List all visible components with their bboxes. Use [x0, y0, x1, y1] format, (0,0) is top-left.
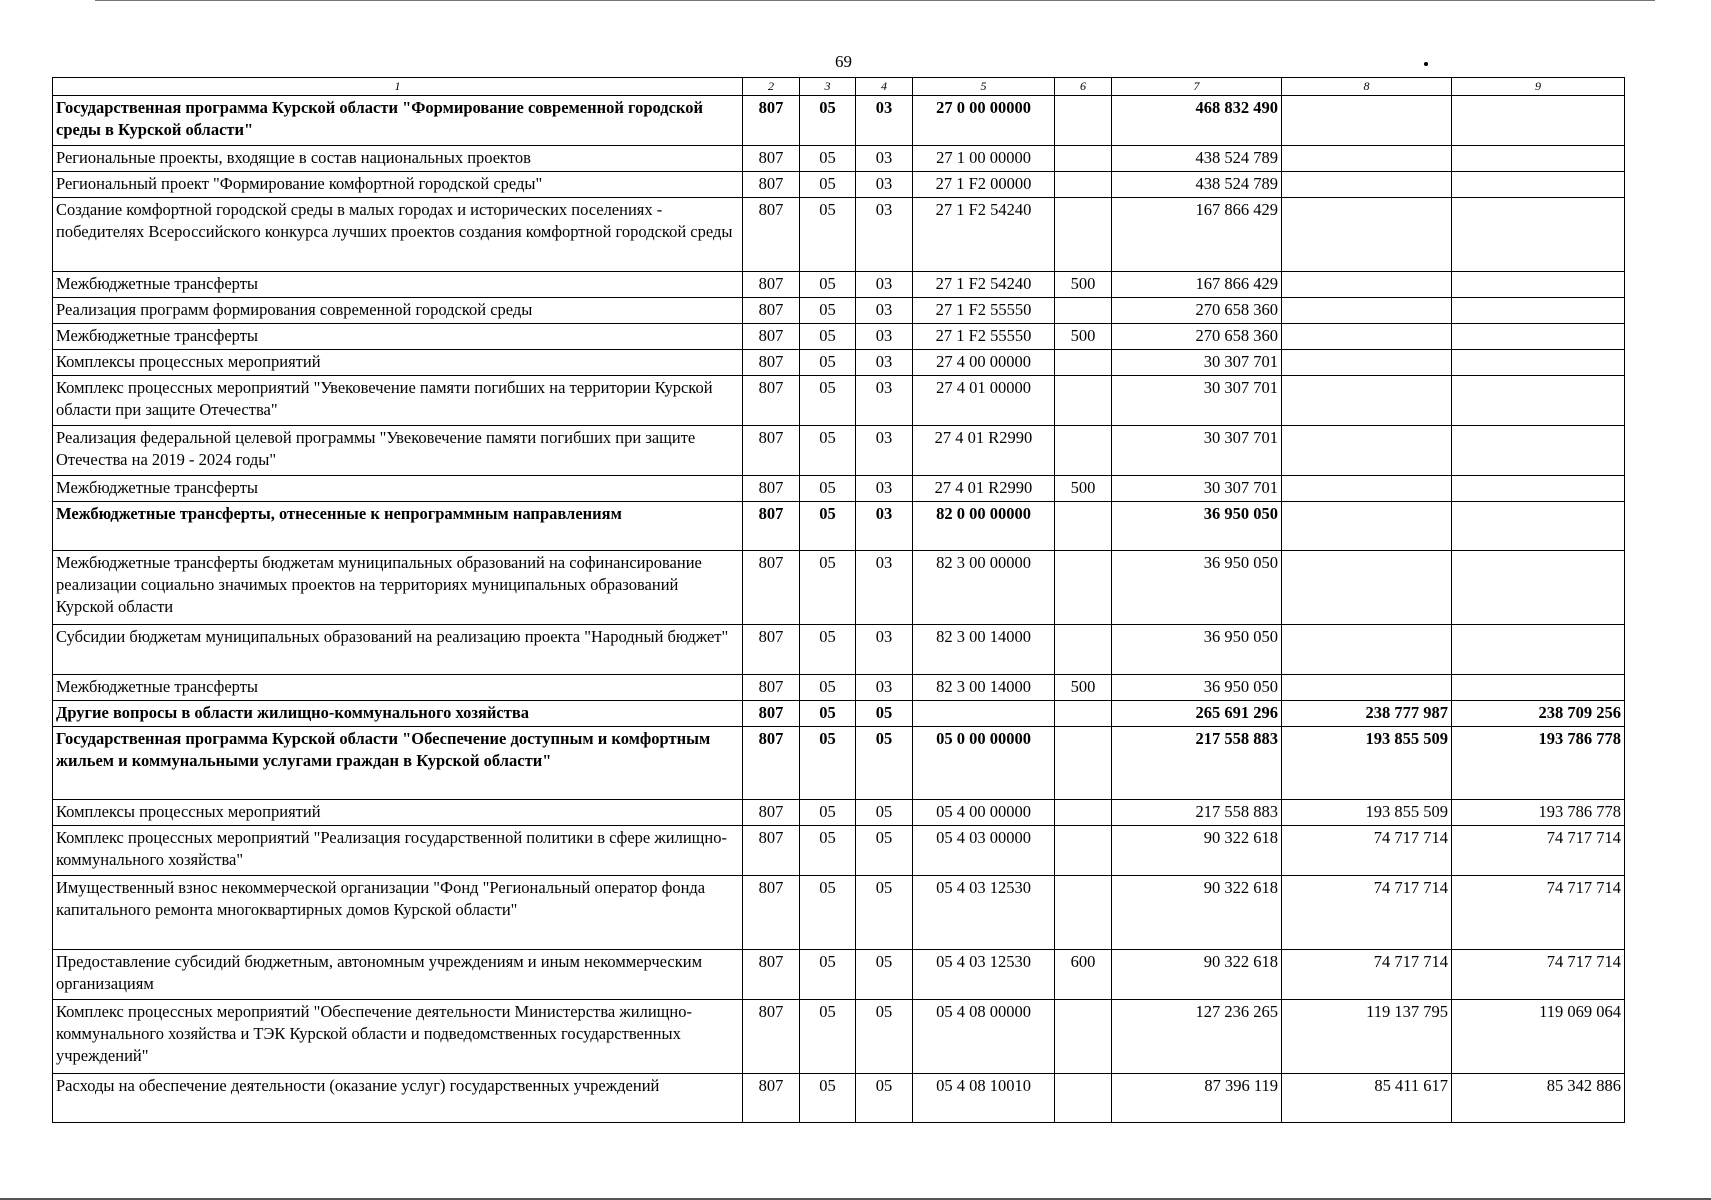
ministry-code: 807: [743, 298, 800, 324]
expense-type-code: [1055, 198, 1112, 272]
table-row: [53, 502, 1625, 551]
amount-col-7: 30 307 701: [1112, 426, 1282, 476]
amount-col-8: 238 777 987: [1282, 701, 1452, 727]
target-article-code: 05 4 08 00000: [913, 1000, 1055, 1074]
amount-col-7: 167 866 429: [1112, 198, 1282, 272]
row-title: Другие вопросы в области жилищно-коммунального хозяйства: [53, 701, 743, 727]
section-code: 05: [800, 551, 856, 625]
expense-type-code: [1055, 172, 1112, 198]
table-row: [53, 950, 1625, 1000]
table-row: [53, 876, 1625, 950]
amount-col-9: 74 717 714: [1452, 876, 1625, 950]
column-header-8: 8: [1282, 78, 1452, 96]
amount-col-7: 270 658 360: [1112, 298, 1282, 324]
amount-col-7: 217 558 883: [1112, 727, 1282, 800]
amount-col-9: [1452, 272, 1625, 298]
table-row: [53, 172, 1625, 198]
table-row: [53, 350, 1625, 376]
column-header-1: 1: [53, 78, 743, 96]
amount-col-9: [1452, 376, 1625, 426]
expense-type-code: 500: [1055, 324, 1112, 350]
ministry-code: 807: [743, 476, 800, 502]
target-article-code: 82 3 00 14000: [913, 625, 1055, 675]
ministry-code: 807: [743, 701, 800, 727]
table-row: [53, 826, 1625, 876]
amount-col-9: [1452, 298, 1625, 324]
subsection-code: 03: [856, 502, 913, 551]
expense-type-code: [1055, 701, 1112, 727]
amount-col-8: [1282, 625, 1452, 675]
ministry-code: 807: [743, 675, 800, 701]
section-code: 05: [800, 146, 856, 172]
amount-col-7: 438 524 789: [1112, 172, 1282, 198]
section-code: 05: [800, 272, 856, 298]
amount-col-8: [1282, 502, 1452, 551]
column-number-header-row: [53, 78, 1625, 96]
scan-edge-top: [95, 0, 1655, 1]
table-row: [53, 625, 1625, 675]
amount-col-7: 468 832 490: [1112, 96, 1282, 146]
expense-type-code: 500: [1055, 476, 1112, 502]
row-title: Субсидии бюджетам муниципальных образований на реализацию проекта "Народный бюджет": [53, 625, 743, 675]
expense-type-code: [1055, 1000, 1112, 1074]
section-code: 05: [800, 1074, 856, 1123]
amount-col-9: 74 717 714: [1452, 950, 1625, 1000]
subsection-code: 05: [856, 701, 913, 727]
row-title: Комплексы процессных мероприятий: [53, 800, 743, 826]
section-code: 05: [800, 198, 856, 272]
section-code: 05: [800, 727, 856, 800]
amount-col-7: 87 396 119: [1112, 1074, 1282, 1123]
table-row: [53, 426, 1625, 476]
expense-type-code: 500: [1055, 675, 1112, 701]
expense-type-code: [1055, 426, 1112, 476]
table-row: [53, 96, 1625, 146]
amount-col-9: [1452, 625, 1625, 675]
budget-table: [52, 77, 1625, 1123]
row-title: Расходы на обеспечение деятельности (оказание услуг) государственных учреждений: [53, 1074, 743, 1123]
ministry-code: 807: [743, 146, 800, 172]
amount-col-8: 74 717 714: [1282, 950, 1452, 1000]
ministry-code: 807: [743, 826, 800, 876]
table-row: [53, 727, 1625, 800]
row-title: Комплекс процессных мероприятий "Увековечение памяти погибших на территории Курской области при защите Отечества": [53, 376, 743, 426]
row-title: Реализация программ формирования современной городской среды: [53, 298, 743, 324]
amount-col-9: [1452, 96, 1625, 146]
target-article-code: 27 1 F2 55550: [913, 324, 1055, 350]
expense-type-code: [1055, 551, 1112, 625]
row-title: Государственная программа Курской области "Формирование современной городской среды в Курской области": [53, 96, 743, 146]
amount-col-7: 90 322 618: [1112, 826, 1282, 876]
amount-col-9: [1452, 502, 1625, 551]
amount-col-8: 193 855 509: [1282, 800, 1452, 826]
row-title: Комплекс процессных мероприятий "Обеспечение деятельности Министерства жилищно-коммунального хозяйства и ТЭК Курской области и подведомственных государственных учреждений": [53, 1000, 743, 1074]
amount-col-7: 265 691 296: [1112, 701, 1282, 727]
section-code: 05: [800, 701, 856, 727]
expense-type-code: 600: [1055, 950, 1112, 1000]
target-article-code: 27 1 F2 54240: [913, 272, 1055, 298]
expense-type-code: [1055, 800, 1112, 826]
amount-col-9: [1452, 172, 1625, 198]
target-article-code: 27 4 01 R2990: [913, 476, 1055, 502]
amount-col-7: 36 950 050: [1112, 502, 1282, 551]
expense-type-code: [1055, 1074, 1112, 1123]
target-article-code: 05 4 03 12530: [913, 950, 1055, 1000]
row-title: Межбюджетные трансферты, отнесенные к непрограммным направлениям: [53, 502, 743, 551]
column-header-4: 4: [856, 78, 913, 96]
expense-type-code: [1055, 96, 1112, 146]
target-article-code: 27 4 00 00000: [913, 350, 1055, 376]
amount-col-8: [1282, 376, 1452, 426]
amount-col-9: [1452, 198, 1625, 272]
ministry-code: 807: [743, 625, 800, 675]
ministry-code: 807: [743, 198, 800, 272]
table-row: [53, 800, 1625, 826]
column-header-7: 7: [1112, 78, 1282, 96]
section-code: 05: [800, 96, 856, 146]
column-header-3: 3: [800, 78, 856, 96]
ministry-code: 807: [743, 800, 800, 826]
page-number: [0, 52, 1711, 72]
amount-col-8: [1282, 476, 1452, 502]
amount-col-8: [1282, 96, 1452, 146]
target-article-code: 82 3 00 00000: [913, 551, 1055, 625]
amount-col-8: [1282, 324, 1452, 350]
subsection-code: 03: [856, 96, 913, 146]
target-article-code: 05 4 03 12530: [913, 876, 1055, 950]
amount-col-8: [1282, 426, 1452, 476]
subsection-code: 05: [856, 800, 913, 826]
amount-col-8: [1282, 272, 1452, 298]
column-header-9: 9: [1452, 78, 1625, 96]
amount-col-7: 30 307 701: [1112, 350, 1282, 376]
expense-type-code: 500: [1055, 272, 1112, 298]
section-code: 05: [800, 376, 856, 426]
subsection-code: 05: [856, 727, 913, 800]
column-header-2: 2: [743, 78, 800, 96]
table-row: [53, 272, 1625, 298]
row-title: Межбюджетные трансферты: [53, 272, 743, 298]
amount-col-8: 193 855 509: [1282, 727, 1452, 800]
expense-type-code: [1055, 876, 1112, 950]
amount-col-7: 36 950 050: [1112, 551, 1282, 625]
row-title: Комплекс процессных мероприятий "Реализация государственной политики в сфере жилищно-коммунального хозяйства": [53, 826, 743, 876]
amount-col-9: 74 717 714: [1452, 826, 1625, 876]
ministry-code: 807: [743, 1000, 800, 1074]
amount-col-8: [1282, 675, 1452, 701]
subsection-code: 03: [856, 350, 913, 376]
expense-type-code: [1055, 826, 1112, 876]
section-code: 05: [800, 172, 856, 198]
table-row: [53, 1000, 1625, 1074]
target-article-code: 82 0 00 00000: [913, 502, 1055, 551]
column-header-5: 5: [913, 78, 1055, 96]
amount-col-9: [1452, 426, 1625, 476]
amount-col-7: 36 950 050: [1112, 675, 1282, 701]
target-article-code: 27 1 F2 00000: [913, 172, 1055, 198]
section-code: 05: [800, 675, 856, 701]
amount-col-9: 193 786 778: [1452, 727, 1625, 800]
row-title: Межбюджетные трансферты бюджетам муниципальных образований на софинансирование реализации социально значимых проектов на территориях муниципальных образований Курской области: [53, 551, 743, 625]
amount-col-7: 217 558 883: [1112, 800, 1282, 826]
target-article-code: 05 4 00 00000: [913, 800, 1055, 826]
expense-type-code: [1055, 625, 1112, 675]
target-article-code: 05 0 00 00000: [913, 727, 1055, 800]
amount-col-7: 30 307 701: [1112, 376, 1282, 426]
row-title: Предоставление субсидий бюджетным, автономным учреждениям и иным некоммерческим организациям: [53, 950, 743, 1000]
target-article-code: 05 4 03 00000: [913, 826, 1055, 876]
amount-col-9: 119 069 064: [1452, 1000, 1625, 1074]
amount-col-9: [1452, 675, 1625, 701]
subsection-code: 03: [856, 198, 913, 272]
amount-col-8: 74 717 714: [1282, 826, 1452, 876]
row-title: Региональные проекты, входящие в состав национальных проектов: [53, 146, 743, 172]
expense-type-code: [1055, 376, 1112, 426]
amount-col-9: [1452, 551, 1625, 625]
amount-col-7: 90 322 618: [1112, 950, 1282, 1000]
table-row: [53, 1074, 1625, 1123]
target-article-code: 27 0 00 00000: [913, 96, 1055, 146]
ministry-code: 807: [743, 727, 800, 800]
subsection-code: 03: [856, 272, 913, 298]
ministry-code: 807: [743, 376, 800, 426]
row-title: Комплексы процессных мероприятий: [53, 350, 743, 376]
expense-type-code: [1055, 146, 1112, 172]
row-title: Межбюджетные трансферты: [53, 675, 743, 701]
subsection-code: 05: [856, 950, 913, 1000]
amount-col-8: [1282, 551, 1452, 625]
ministry-code: 807: [743, 551, 800, 625]
amount-col-9: [1452, 146, 1625, 172]
expense-type-code: [1055, 298, 1112, 324]
subsection-code: 05: [856, 826, 913, 876]
amount-col-9: [1452, 476, 1625, 502]
table-row: [53, 476, 1625, 502]
expense-type-code: [1055, 502, 1112, 551]
subsection-code: 03: [856, 172, 913, 198]
column-header-6: 6: [1055, 78, 1112, 96]
table-row: [53, 551, 1625, 625]
subsection-code: 03: [856, 146, 913, 172]
section-code: 05: [800, 800, 856, 826]
amount-col-9: 238 709 256: [1452, 701, 1625, 727]
table-row: [53, 146, 1625, 172]
amount-col-9: [1452, 350, 1625, 376]
section-code: 05: [800, 950, 856, 1000]
amount-col-7: 30 307 701: [1112, 476, 1282, 502]
section-code: 05: [800, 426, 856, 476]
target-article-code: [913, 701, 1055, 727]
row-title: Региональный проект "Формирование комфортной городской среды": [53, 172, 743, 198]
ministry-code: 807: [743, 426, 800, 476]
target-article-code: 27 4 01 R2990: [913, 426, 1055, 476]
target-article-code: 27 1 F2 54240: [913, 198, 1055, 272]
amount-col-7: 127 236 265: [1112, 1000, 1282, 1074]
subsection-code: 05: [856, 876, 913, 950]
amount-col-8: [1282, 298, 1452, 324]
ministry-code: 807: [743, 96, 800, 146]
ministry-code: 807: [743, 876, 800, 950]
target-article-code: 82 3 00 14000: [913, 675, 1055, 701]
subsection-code: 03: [856, 426, 913, 476]
amount-col-8: [1282, 198, 1452, 272]
target-article-code: 27 1 00 00000: [913, 146, 1055, 172]
subsection-code: 05: [856, 1000, 913, 1074]
subsection-code: 03: [856, 298, 913, 324]
row-title: Государственная программа Курской области "Обеспечение доступным и комфортным жильем и коммунальными услугами граждан в Курской области": [53, 727, 743, 800]
amount-col-9: [1452, 324, 1625, 350]
amount-col-9: 193 786 778: [1452, 800, 1625, 826]
ministry-code: 807: [743, 350, 800, 376]
row-title: Межбюджетные трансферты: [53, 476, 743, 502]
amount-col-7: 270 658 360: [1112, 324, 1282, 350]
ministry-code: 807: [743, 950, 800, 1000]
section-code: 05: [800, 298, 856, 324]
amount-col-8: [1282, 350, 1452, 376]
subsection-code: 03: [856, 551, 913, 625]
table-row: [53, 701, 1625, 727]
section-code: 05: [800, 476, 856, 502]
table-row: [53, 324, 1625, 350]
expense-type-code: [1055, 727, 1112, 800]
row-title: Имущественный взнос некоммерческой организации "Фонд "Региональный оператор фонда капитального ремонта многоквартирных домов Курской области": [53, 876, 743, 950]
amount-col-8: [1282, 146, 1452, 172]
amount-col-8: [1282, 172, 1452, 198]
table-row: [53, 376, 1625, 426]
amount-col-8: 119 137 795: [1282, 1000, 1452, 1074]
section-code: 05: [800, 826, 856, 876]
ministry-code: 807: [743, 502, 800, 551]
section-code: 05: [800, 625, 856, 675]
table-row: [53, 298, 1625, 324]
amount-col-8: 85 411 617: [1282, 1074, 1452, 1123]
target-article-code: 27 1 F2 55550: [913, 298, 1055, 324]
subsection-code: 03: [856, 625, 913, 675]
section-code: 05: [800, 350, 856, 376]
amount-col-7: 438 524 789: [1112, 146, 1282, 172]
subsection-code: 03: [856, 675, 913, 701]
ministry-code: 807: [743, 324, 800, 350]
section-code: 05: [800, 324, 856, 350]
amount-col-7: 90 322 618: [1112, 876, 1282, 950]
target-article-code: 27 4 01 00000: [913, 376, 1055, 426]
expense-type-code: [1055, 350, 1112, 376]
row-title: Реализация федеральной целевой программы "Увековечение памяти погибших при защите Отечества на 2019 - 2024 годы": [53, 426, 743, 476]
row-title: Создание комфортной городской среды в малых городах и исторических поселениях - победителях Всероссийского конкурса лучших проектов создания комфортной городской среды: [53, 198, 743, 272]
row-title: Межбюджетные трансферты: [53, 324, 743, 350]
amount-col-9: 85 342 886: [1452, 1074, 1625, 1123]
amount-col-7: 36 950 050: [1112, 625, 1282, 675]
amount-col-7: 167 866 429: [1112, 272, 1282, 298]
subsection-code: 03: [856, 324, 913, 350]
ministry-code: 807: [743, 272, 800, 298]
amount-col-8: 74 717 714: [1282, 876, 1452, 950]
subsection-code: 03: [856, 376, 913, 426]
section-code: 05: [800, 876, 856, 950]
ministry-code: 807: [743, 172, 800, 198]
target-article-code: 05 4 08 10010: [913, 1074, 1055, 1123]
budget-table-body: [53, 78, 1625, 1123]
scan-speck: [1424, 62, 1428, 66]
page-number-text: 69: [835, 52, 852, 71]
section-code: 05: [800, 1000, 856, 1074]
subsection-code: 05: [856, 1074, 913, 1123]
ministry-code: 807: [743, 1074, 800, 1123]
table-row: [53, 198, 1625, 272]
table-row: [53, 675, 1625, 701]
subsection-code: 03: [856, 476, 913, 502]
section-code: 05: [800, 502, 856, 551]
